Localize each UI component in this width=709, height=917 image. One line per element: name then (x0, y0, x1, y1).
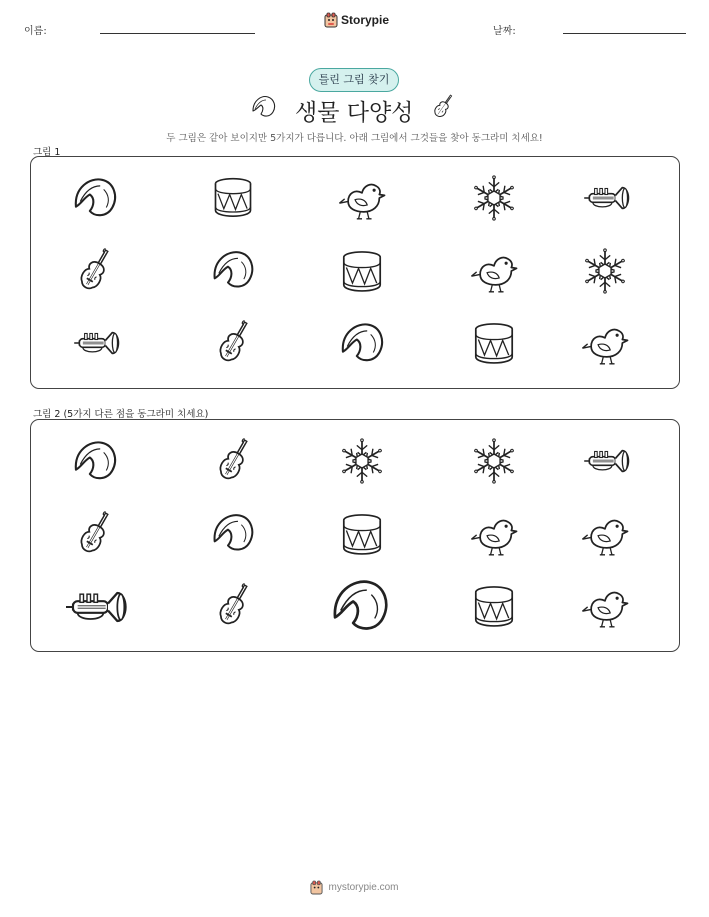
drum-icon[interactable] (336, 508, 388, 560)
trumpet-icon[interactable] (69, 317, 121, 369)
picture2-panel[interactable] (30, 419, 680, 652)
bird-icon[interactable] (468, 508, 520, 560)
drum-icon[interactable] (208, 172, 258, 222)
beak-icon[interactable] (208, 245, 258, 295)
instructions: 두 그림은 같아 보이지만 5가지가 다릅니다. 아래 그림에서 그것들을 찾아 동그라미 치세요! (166, 133, 543, 144)
snowflake-icon[interactable] (579, 245, 631, 297)
bird-icon[interactable] (468, 245, 520, 297)
beak-icon[interactable] (326, 572, 394, 640)
drum-icon[interactable] (336, 245, 388, 297)
bird-icon[interactable] (579, 317, 631, 369)
brand-logo (324, 12, 389, 28)
violin-icon[interactable] (208, 435, 260, 487)
trumpet-icon[interactable] (579, 172, 631, 224)
trumpet-icon[interactable] (579, 435, 631, 487)
beak-icon[interactable] (69, 172, 121, 224)
brand-name: Storypie (341, 13, 390, 27)
date-line[interactable] (563, 33, 686, 34)
snowflake-icon[interactable] (468, 172, 520, 224)
beak-icon[interactable] (69, 435, 121, 487)
violin-icon[interactable] (69, 508, 121, 560)
violin-icon[interactable] (69, 245, 121, 297)
bird-icon[interactable] (579, 580, 631, 632)
badge: 틀린 그림 찾기 (309, 68, 399, 92)
date-label: 날짜: (493, 26, 516, 37)
name-line[interactable] (100, 33, 255, 34)
name-label: 이름: (24, 26, 47, 37)
snowflake-icon[interactable] (336, 435, 388, 487)
mascot-icon (310, 880, 323, 895)
drum-icon[interactable] (468, 317, 520, 369)
mascot-icon (324, 12, 338, 28)
page-title: 생물 다양성 (295, 100, 414, 126)
trumpet-icon[interactable] (59, 572, 129, 642)
title-violin-icon (428, 90, 458, 124)
beak-icon[interactable] (208, 508, 258, 558)
bird-icon[interactable] (336, 172, 388, 224)
violin-icon[interactable] (208, 580, 260, 632)
picture2-label: 그림 2 (5가지 다른 점을 동그라미 치세요) (33, 409, 209, 420)
violin-icon[interactable] (208, 317, 260, 369)
picture1-label: 그림 1 (33, 147, 61, 158)
picture1-panel[interactable] (30, 156, 680, 389)
beak-icon[interactable] (336, 317, 388, 369)
snowflake-icon[interactable] (468, 435, 520, 487)
title-beak-icon (248, 92, 280, 122)
footer-site: mystorypie.com (328, 882, 399, 893)
drum-icon[interactable] (468, 580, 520, 632)
bird-icon[interactable] (579, 508, 631, 560)
footer (0, 880, 709, 895)
